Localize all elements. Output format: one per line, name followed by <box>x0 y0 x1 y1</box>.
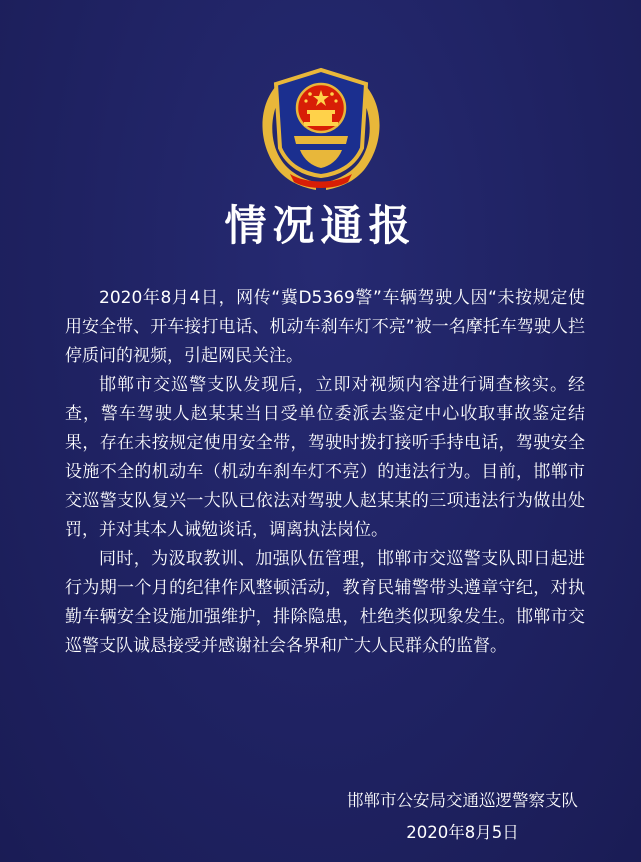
notice-signature-block <box>347 785 578 849</box>
notice-body <box>65 284 585 661</box>
notice-paragraph: 同时，为汲取教训、加强队伍管理，邯郸市交巡警支队即日起进行为期一个月的纪律作风整顿活动，教育民辅警带头遵章守纪，对执勤车辆安全设施加强维护，排除隐患，杜绝类似现象发生。邯郸市交巡警支队诚恳接受并感谢社会各界和广大人民群众的监督。 <box>65 549 585 656</box>
notice-title: 情况通报 <box>224 201 417 250</box>
issue-date: 2020年8月5日 <box>406 823 519 842</box>
notice-paragraph: 2020年8月4日，网传“冀D5369警”车辆驾驶人因“未按规定使用安全带、开车接打电话、机动车刹车灯不亮”被一名摩托车驾驶人拦停质问的视频，引起网民关注。 <box>65 288 585 366</box>
police-emblem-icon <box>250 62 392 194</box>
notice-paragraph: 邯郸市交巡警支队发现后，立即对视频内容进行调查核实。经查，警车驾驶人赵某某当日受单位委派去鉴定中心收取事故鉴定结果，存在未按规定使用安全带，驾驶时拨打接听手持电话，驾驶安全设施不全的机动车（机动车刹车灯不亮）的违法行为。目前，邯郸市交巡警支队复兴一大队已依法对驾驶人赵某某的三项违法行为做出处罚，并对其本人诫勉谈话，调离执法岗位。 <box>65 375 585 540</box>
issuer-name: 邯郸市公安局交通巡逻警察支队 <box>347 791 578 810</box>
